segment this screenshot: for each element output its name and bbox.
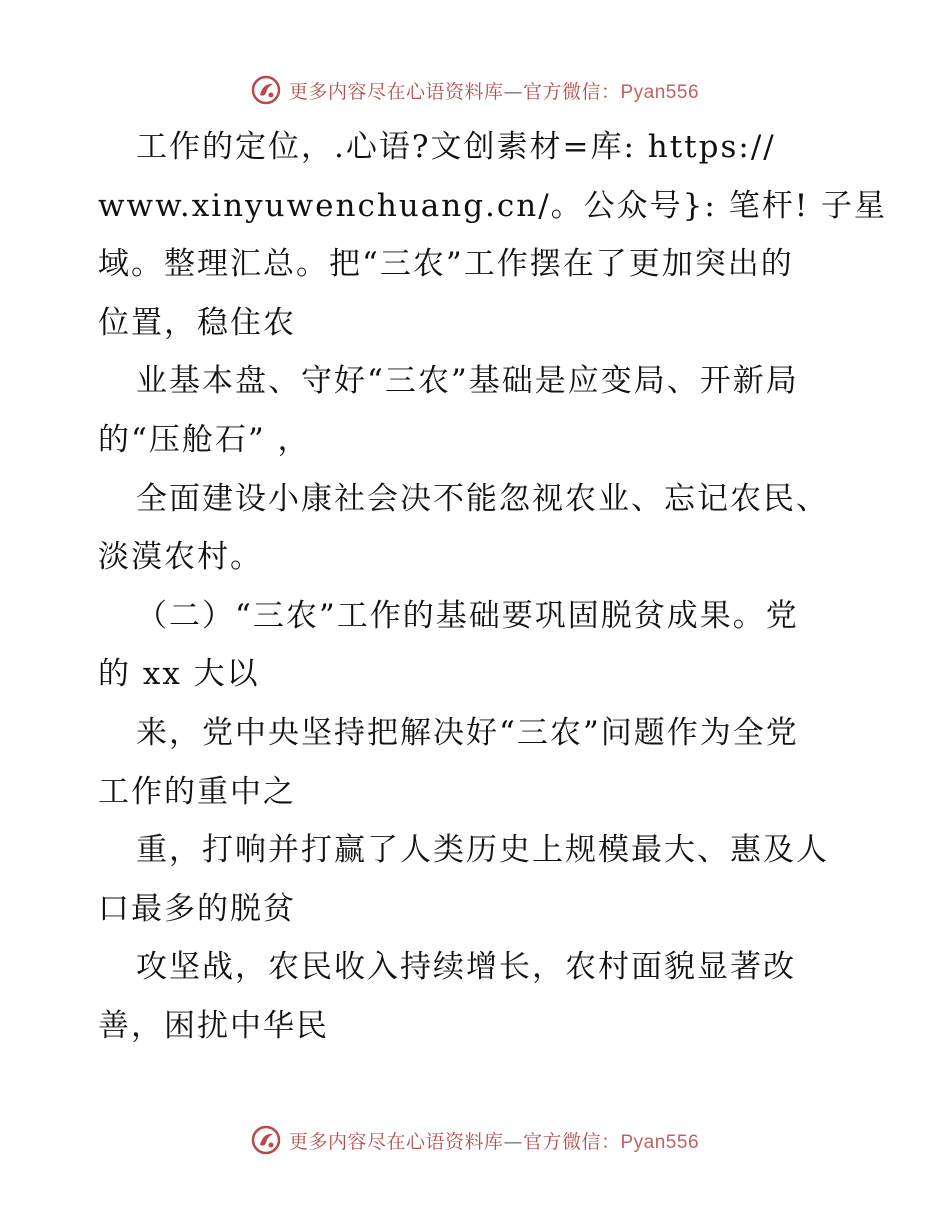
text-line-4: 位置，稳住农 (98, 304, 296, 341)
text-line-14: 口最多的脱贫 (98, 890, 296, 927)
text-line-5: 业基本盘、守好“三农”基础是应变局、开新局 (136, 363, 799, 400)
text-line-11: 来，党中央坚持把解决好“三农”问题作为全党 (136, 714, 799, 751)
text-line-12: 工作的重中之 (98, 773, 296, 810)
text-line-15: 攻坚战，农民收入持续增长，农村面貌显著改 (136, 949, 796, 986)
text-line-6: 的“压舱石” ， (98, 421, 311, 458)
text-line-8: 淡漠农村。 (98, 539, 263, 576)
text-line-7: 全面建设小康社会决不能忽视农业、忘记农民、 (136, 480, 829, 517)
text-line-3: 域。整理汇总。把“三农”工作摆在了更加突出的 (98, 246, 794, 283)
swirl-logo-icon (251, 75, 281, 105)
swirl-logo-icon (251, 1125, 281, 1155)
document-body (98, 118, 888, 1056)
text-line-2: www.xinyuwenchuang.cn/。公众号}: 笔杆! 子星 (98, 187, 888, 224)
text-line-9: （二）“三农”工作的基础要巩固脱贫成果。党 (136, 597, 799, 634)
text-line-13: 重，打响并打赢了人类历史上规模最大、惠及人 (136, 832, 829, 869)
header-watermark (0, 70, 950, 110)
footer-watermark (0, 1120, 950, 1160)
header-text: 更多内容尽在心语资料库—官方微信：Pyan556 (288, 80, 700, 103)
footer-text: 更多内容尽在心语资料库—官方微信：Pyan556 (288, 1130, 700, 1153)
text-line-1: 工作的定位，.心语?文创素材=库: https:// (136, 129, 776, 165)
text-line-10: 的 xx 大以 (98, 656, 260, 693)
text-line-16: 善，困扰中华民 (98, 1007, 329, 1044)
